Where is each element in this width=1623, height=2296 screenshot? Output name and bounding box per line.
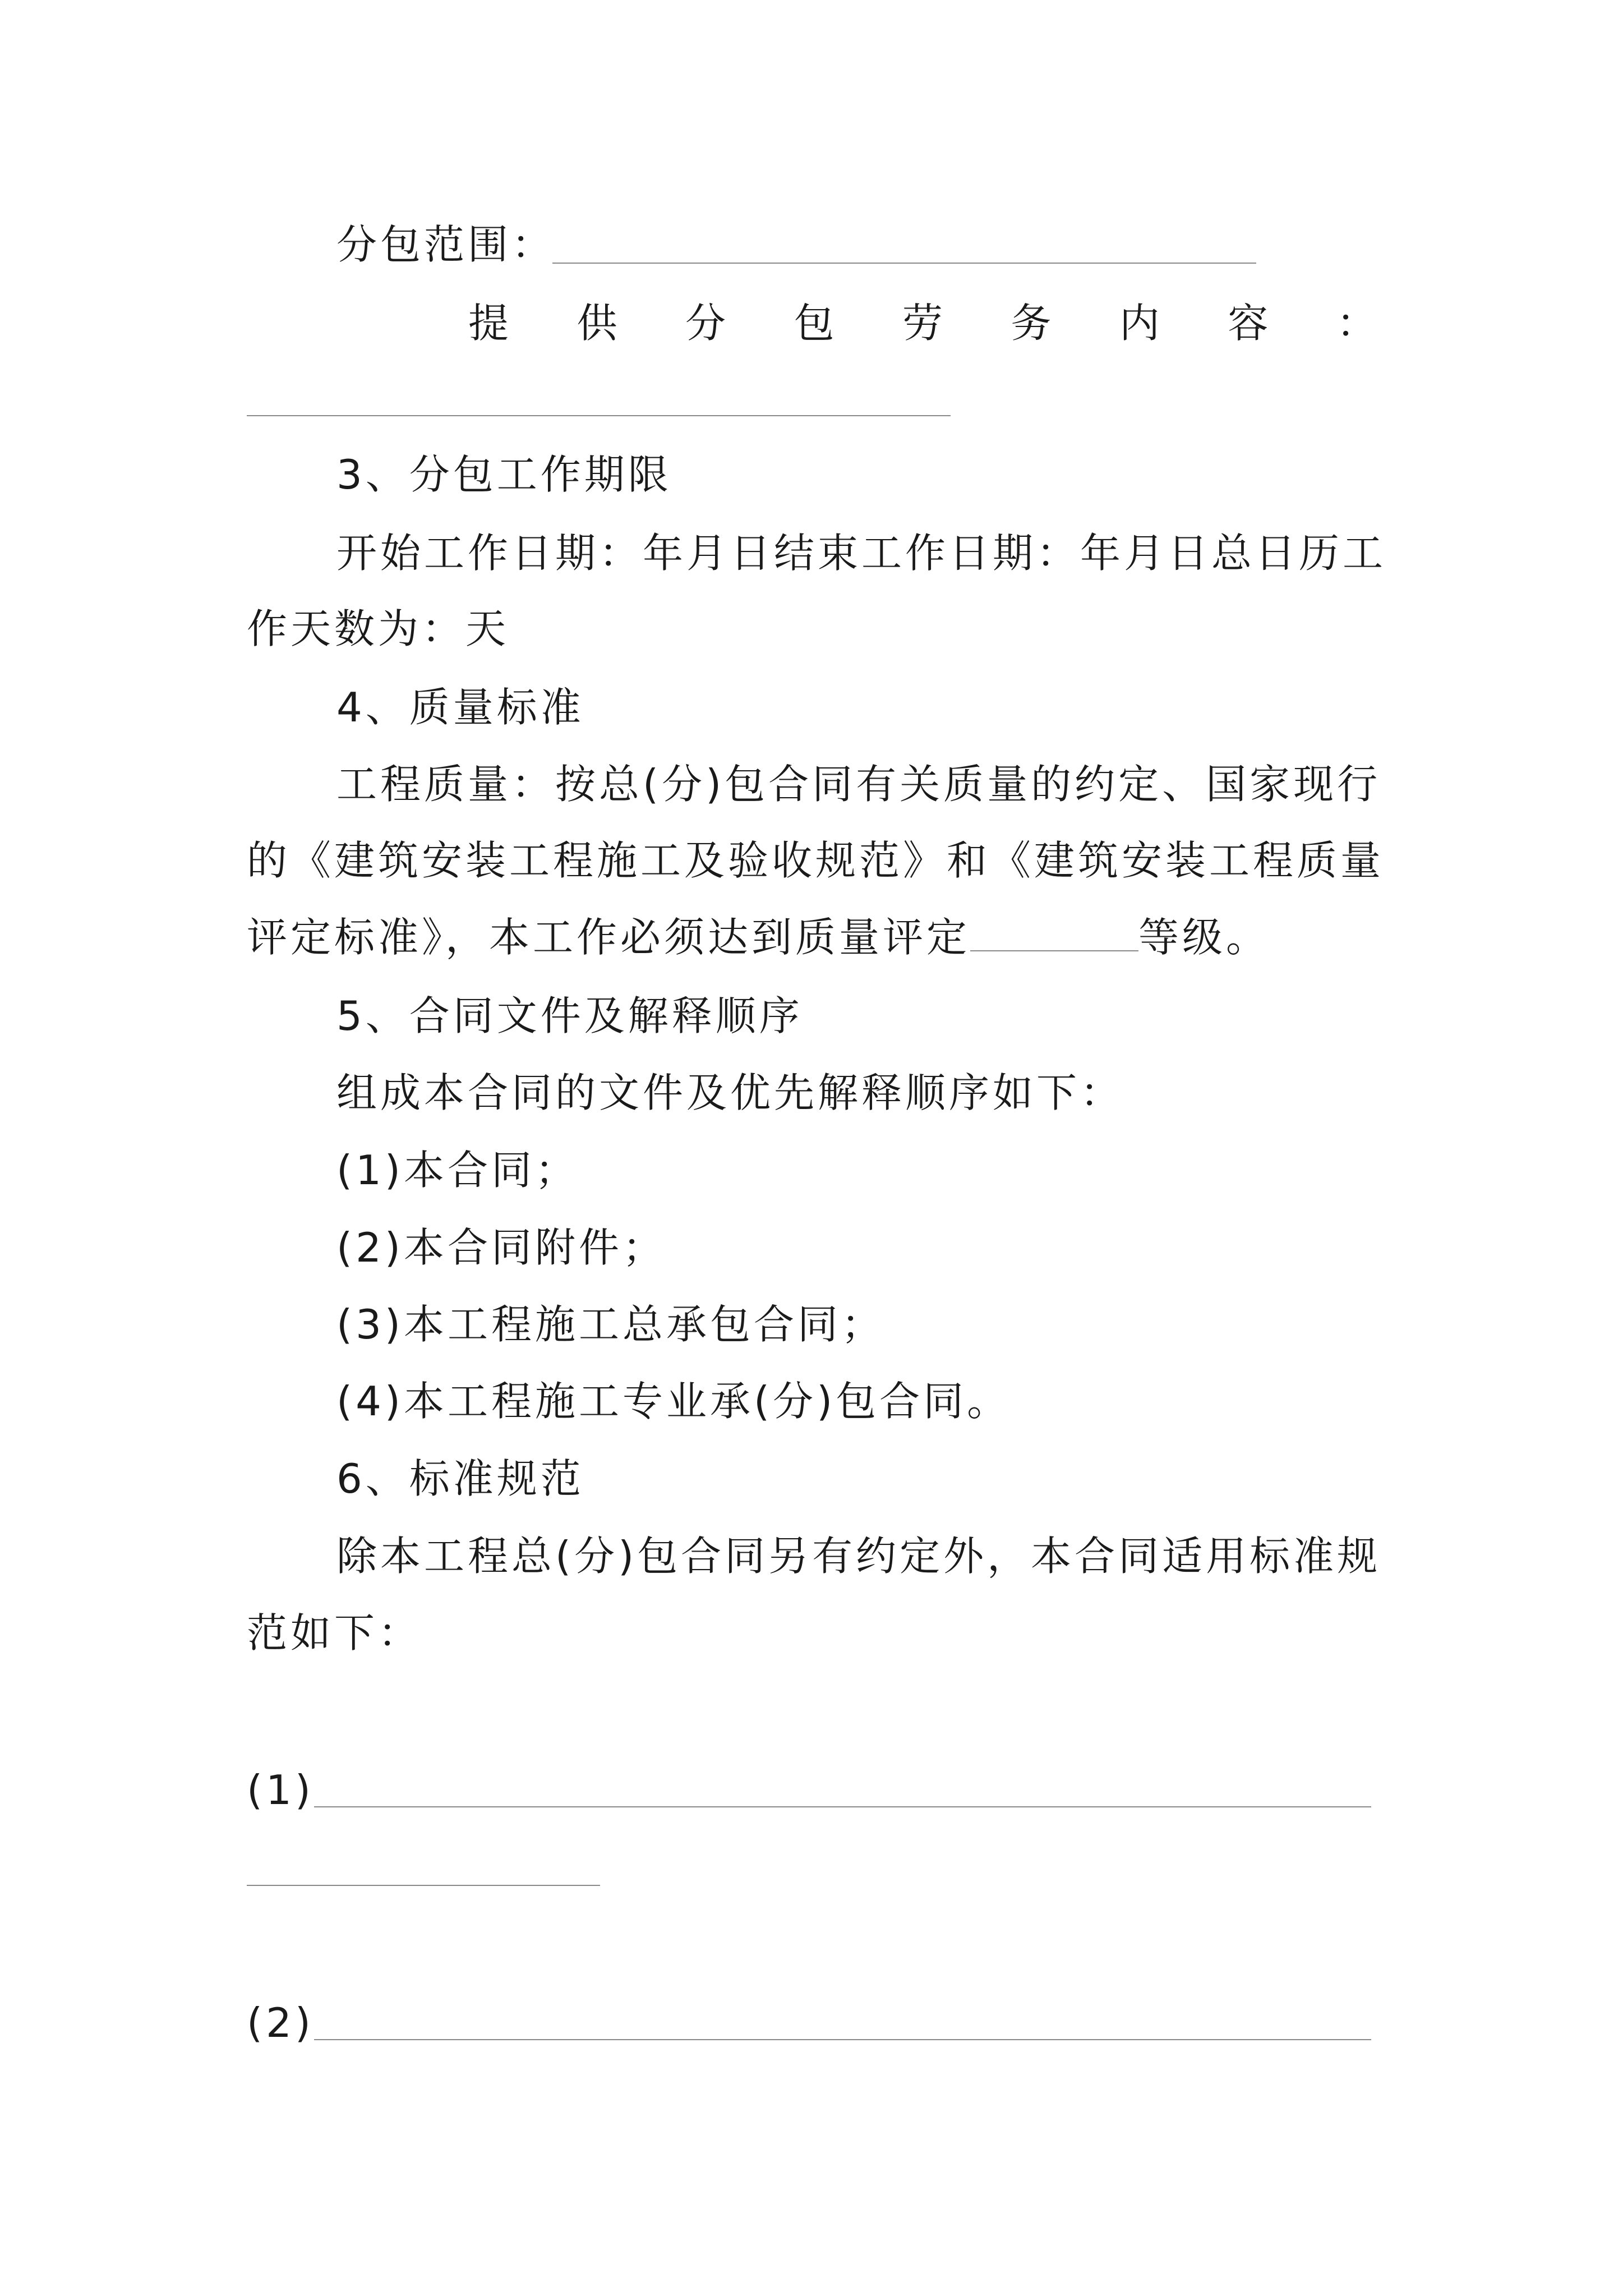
section5-item-4: (4)本工程施工专业承(分)包合同。 — [336, 1378, 1011, 1425]
section3-line1: 开始工作日期：年月日结束工作日期：年月日总日历工 — [336, 530, 1387, 577]
standard-item-2-label: (2) — [247, 1999, 314, 2046]
section4-line3-suffix: 等级。 — [1138, 914, 1270, 961]
section3-heading: 3、分包工作期限 — [336, 451, 672, 498]
provide-char: ： — [1336, 300, 1377, 347]
section4-line1: 工程质量：按总(分)包合同有关质量的约定、国家现行 — [336, 761, 1381, 808]
provide-char: 包 — [794, 300, 834, 347]
section4-line3-text: 评定标准》，本工作必须达到质量评定 — [247, 914, 971, 961]
standard-item-1-blank-line — [314, 1806, 1371, 1807]
quality-grade-blank — [970, 918, 1138, 951]
scope-label: 分包范围： — [336, 221, 556, 268]
provide-char: 供 — [577, 300, 617, 347]
section6-line2: 范如下： — [247, 1609, 422, 1657]
provide-blank-line — [247, 415, 951, 416]
scope-blank-line — [552, 263, 1256, 264]
section5-item-1: (1)本合同； — [336, 1147, 579, 1194]
provide-char: 分 — [685, 300, 726, 347]
section4-heading: 4、质量标准 — [336, 684, 584, 731]
provide-labor-content-label — [468, 300, 1377, 347]
section5-intro: 组成本合同的文件及优先解释顺序如下： — [336, 1069, 1124, 1116]
provide-char: 提 — [468, 300, 509, 347]
section5-heading: 5、合同文件及解释顺序 — [336, 992, 803, 1039]
section5-item-3: (3)本工程施工总承包合同； — [336, 1301, 885, 1348]
section4-line3 — [247, 914, 1270, 961]
standard-item-2-blank-line — [314, 2039, 1371, 2040]
standard-item-1-blank-line-continued — [247, 1885, 600, 1886]
section5-item-2: (2)本合同附件； — [336, 1224, 666, 1271]
provide-char: 容 — [1228, 300, 1269, 347]
section3-line2: 作天数为：天 — [247, 605, 510, 652]
standard-item-1-label: (1) — [247, 1766, 314, 1814]
provide-char: 劳 — [902, 300, 943, 347]
section6-heading: 6、标准规范 — [336, 1455, 584, 1502]
section4-line2: 的《建筑安装工程施工及验收规范》和《建筑安装工程质量 — [247, 837, 1385, 884]
provide-char: 务 — [1011, 300, 1052, 347]
section6-line1: 除本工程总(分)包合同另有约定外，本合同适用标准规 — [336, 1533, 1381, 1580]
provide-char: 内 — [1119, 300, 1160, 347]
